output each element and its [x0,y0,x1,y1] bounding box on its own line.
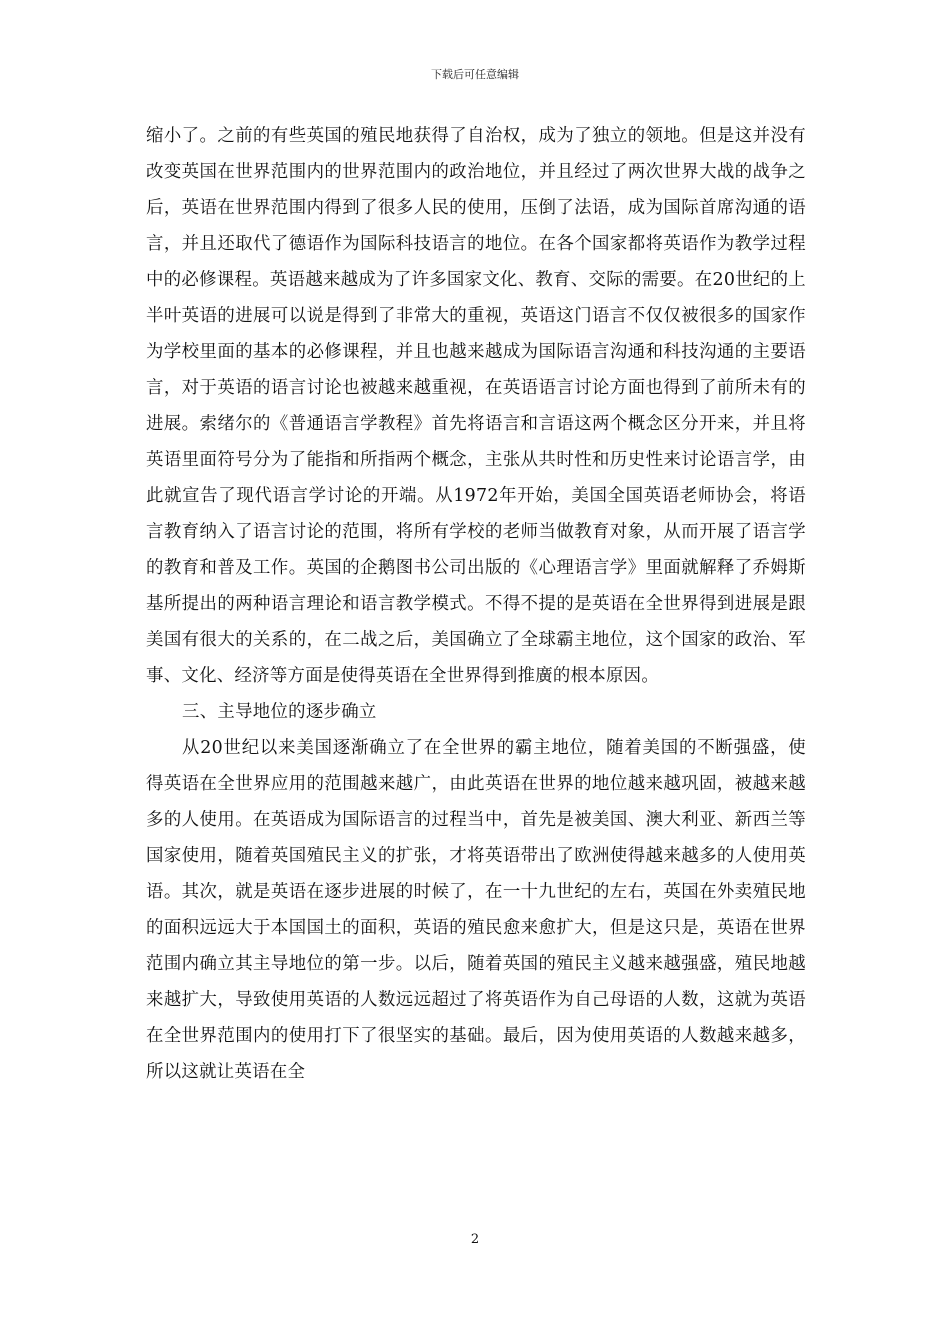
page-number: 2 [470,1232,480,1247]
body-paragraph-1: 缩小了。之前的有些英国的殖民地获得了自治权，成为了独立的领地。但是这并没有改变英国在世界范围内的世界范围内的政治地位，并且经过了两次世界大战的战争之后，英语在世界范围内得到了很多人民的使用，压倒了法语，成为国际首席沟通的语言，并且还取代了德语作为国际科技语言的地位。在各个国家都将英语作为教学过程中的必修课程。英语越来越成为了许多国家文化、教育、交际的需要。在20世纪的上半叶英语的进展可以说是得到了非常大的重视，英语这门语言不仅仅被很多的国家作为学校里面的基本的必修课程，并且也越来越成为国际语言沟通和科技沟通的主要语言，对于英语的语言讨论也被越来越重视，在英语语言讨论方面也得到了前所未有的进展。索绪尔的《普通语言学教程》首先将语言和言语这两个概念区分开来，并且将英语里面符号分为了能指和所指两个概念，主张从共时性和历史性来讨论语言学，由此就宣告了现代语言学讨论的开端。从1972年开始，美国全国英语老师协会，将语言教育纳入了语言讨论的范围，将所有学校的老师当做教育对象，从而开展了语言学的教育和普及工作。英国的企鹅图书公司出版的《心理语言学》里面就解释了乔姆斯基所提出的两种语言理论和语言教学模式。不得不提的是英语在全世界得到进展是跟美国有很大的关系的，在二战之后，美国确立了全球霸主地位，这个国家的政治、军事、文化、经济等方面是使得英语在全世界得到推廣的根本原因。 [146,126,806,686]
body-paragraph-2: 从20世纪以来美国逐渐确立了在全世界的霸主地位，随着美国的不断强盛，使得英语在全世界应用的范围越来越广，由此英语在世界的地位越来越巩固，被越来越多的人使用。在英语成为国际语言的过程当中，首先是被美国、澳大利亚、新西兰等国家使用，随着英国殖民主义的扩张，才将英语带出了欧洲使得越来越多的人使用英语。其次，就是英语在逐步进展的时候了，在一十九世纪的左右，英国在外卖殖民地的面积远远大于本国国土的面积，英语的殖民愈来愈扩大，但是这只是，英语在世界范围内确立其主导地位的第一步。以后，随着英国的殖民主义越来越强盛，殖民地越来越扩大，导致使用英语的人数远远超过了将英语作为自己母语的人数，这就为英语在全世界范围内的使用打下了很坚实的基础。最后，因为使用英语的人数越来越多，所以这就让英语在全 [146,738,806,1082]
document-body [146,118,806,1090]
header-note: 下载后可任意编辑 [431,68,519,81]
section-heading: 三、主导地位的逐步确立 [182,702,377,722]
